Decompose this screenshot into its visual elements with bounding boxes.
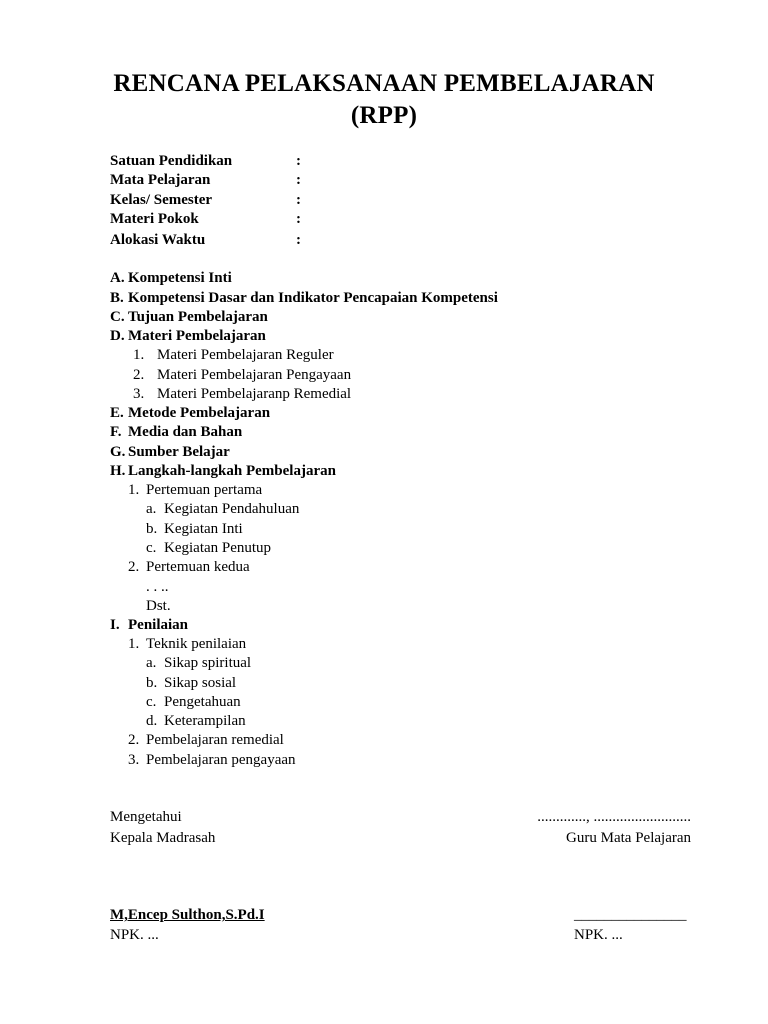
section-letter: G. bbox=[110, 444, 126, 460]
sub-list-item bbox=[146, 674, 236, 693]
list-letter: d. bbox=[146, 713, 158, 729]
section-letter: F. bbox=[110, 424, 122, 440]
list-text: Pertemuan pertama bbox=[146, 482, 263, 498]
field-colon: : bbox=[296, 153, 301, 169]
field-label-alokasi-waktu: Alokasi Waktu bbox=[110, 232, 206, 248]
section-d bbox=[110, 327, 266, 346]
section-letter: E. bbox=[110, 405, 124, 421]
dst-text: Dst. bbox=[146, 598, 171, 614]
list-number: 1. bbox=[133, 347, 145, 363]
field-colon: : bbox=[296, 232, 301, 248]
list-text: Sikap sosial bbox=[164, 675, 237, 691]
section-letter: D. bbox=[110, 328, 125, 344]
list-number: 3. bbox=[128, 752, 140, 768]
sub-list-item bbox=[146, 500, 299, 519]
list-number: 2. bbox=[133, 367, 145, 383]
list-number: 1. bbox=[128, 636, 140, 652]
section-title: Kompetensi Inti bbox=[128, 270, 232, 286]
section-i bbox=[110, 616, 188, 635]
list-text: Pembelajaran pengayaan bbox=[146, 752, 296, 768]
document-title: RENCANA PELAKSANAAN PEMBELAJARAN bbox=[113, 70, 655, 97]
section-a bbox=[110, 269, 232, 288]
sub-list-item bbox=[146, 520, 243, 539]
section-c bbox=[110, 308, 268, 327]
list-item bbox=[128, 731, 284, 750]
list-text: Materi Pembelajaran Reguler bbox=[157, 347, 334, 363]
list-text: Materi Pembelajaranp Remedial bbox=[157, 386, 352, 402]
section-title: Tujuan Pembelajaran bbox=[128, 309, 268, 325]
sub-list-item bbox=[146, 693, 241, 712]
list-text: Pertemuan kedua bbox=[146, 559, 250, 575]
list-number: 2. bbox=[128, 732, 140, 748]
section-e bbox=[110, 404, 270, 423]
section-title: Materi Pembelajaran bbox=[128, 328, 266, 344]
field-colon: : bbox=[296, 192, 301, 208]
list-text: Kegiatan Inti bbox=[164, 521, 243, 537]
list-text: Kegiatan Pendahuluan bbox=[164, 501, 300, 517]
list-text: Pembelajaran remedial bbox=[146, 732, 284, 748]
list-item bbox=[128, 481, 262, 500]
section-letter: I. bbox=[110, 617, 120, 633]
list-number: 3. bbox=[133, 386, 145, 402]
sub-list-item bbox=[146, 712, 246, 731]
sign-left-name: M,Encep Sulthon,S.Pd.I bbox=[110, 907, 265, 923]
list-letter: b. bbox=[146, 521, 158, 537]
section-h bbox=[110, 462, 336, 481]
field-colon: : bbox=[296, 172, 301, 188]
list-letter: a. bbox=[146, 655, 157, 671]
sign-right-npk: NPK. ... bbox=[574, 927, 623, 943]
ellipsis-text: . . .. bbox=[146, 579, 169, 595]
field-label-materi-pokok: Materi Pokok bbox=[110, 211, 199, 227]
list-text: Keterampilan bbox=[164, 713, 246, 729]
field-label-satuan-pendidikan: Satuan Pendidikan bbox=[110, 153, 233, 169]
sign-left-role: Kepala Madrasah bbox=[110, 830, 216, 846]
section-title: Media dan Bahan bbox=[128, 424, 243, 440]
section-b bbox=[110, 289, 498, 308]
section-letter: H. bbox=[110, 463, 126, 479]
section-letter: C. bbox=[110, 309, 125, 325]
section-g bbox=[110, 443, 230, 462]
list-text: Teknik penilaian bbox=[146, 636, 247, 652]
list-text: Materi Pembelajaran Pengayaan bbox=[157, 367, 352, 383]
document-subtitle: (RPP) bbox=[350, 102, 418, 129]
sub-list-item bbox=[146, 654, 251, 673]
list-text: Pengetahuan bbox=[164, 694, 241, 710]
sign-right-name-blank: _______________ bbox=[574, 907, 687, 923]
list-item bbox=[133, 385, 351, 404]
section-letter: A. bbox=[110, 270, 125, 286]
list-item bbox=[128, 635, 246, 654]
sign-right-role: Guru Mata Pelajaran bbox=[566, 830, 691, 846]
sign-left-label: Mengetahui bbox=[110, 809, 182, 825]
list-letter: a. bbox=[146, 501, 157, 517]
field-label-mata-pelajaran: Mata Pelajaran bbox=[110, 172, 211, 188]
list-text: Sikap spiritual bbox=[164, 655, 252, 671]
section-title: Sumber Belajar bbox=[128, 444, 230, 460]
section-f bbox=[110, 423, 242, 442]
sign-left-npk: NPK. ... bbox=[110, 927, 159, 943]
section-title: Penilaian bbox=[128, 617, 189, 633]
section-title: Kompetensi Dasar dan Indikator Pencapaian Kompetensi bbox=[128, 290, 498, 306]
list-letter: c. bbox=[146, 694, 157, 710]
section-title: Langkah-langkah Pembelajaran bbox=[128, 463, 336, 479]
field-colon: : bbox=[296, 211, 301, 227]
section-letter: B. bbox=[110, 290, 124, 306]
list-text: Kegiatan Penutup bbox=[164, 540, 272, 556]
section-title: Metode Pembelajaran bbox=[128, 405, 271, 421]
list-item bbox=[128, 751, 296, 770]
list-letter: c. bbox=[146, 540, 157, 556]
list-item bbox=[133, 346, 334, 365]
sign-place-date: ............., .......................... bbox=[537, 809, 691, 825]
list-number: 1. bbox=[128, 482, 140, 498]
field-label-kelas-semester: Kelas/ Semester bbox=[110, 192, 213, 208]
list-number: 2. bbox=[128, 559, 140, 575]
list-letter: b. bbox=[146, 675, 158, 691]
list-item bbox=[128, 558, 250, 577]
sub-list-item bbox=[146, 539, 271, 558]
list-item bbox=[133, 366, 351, 385]
